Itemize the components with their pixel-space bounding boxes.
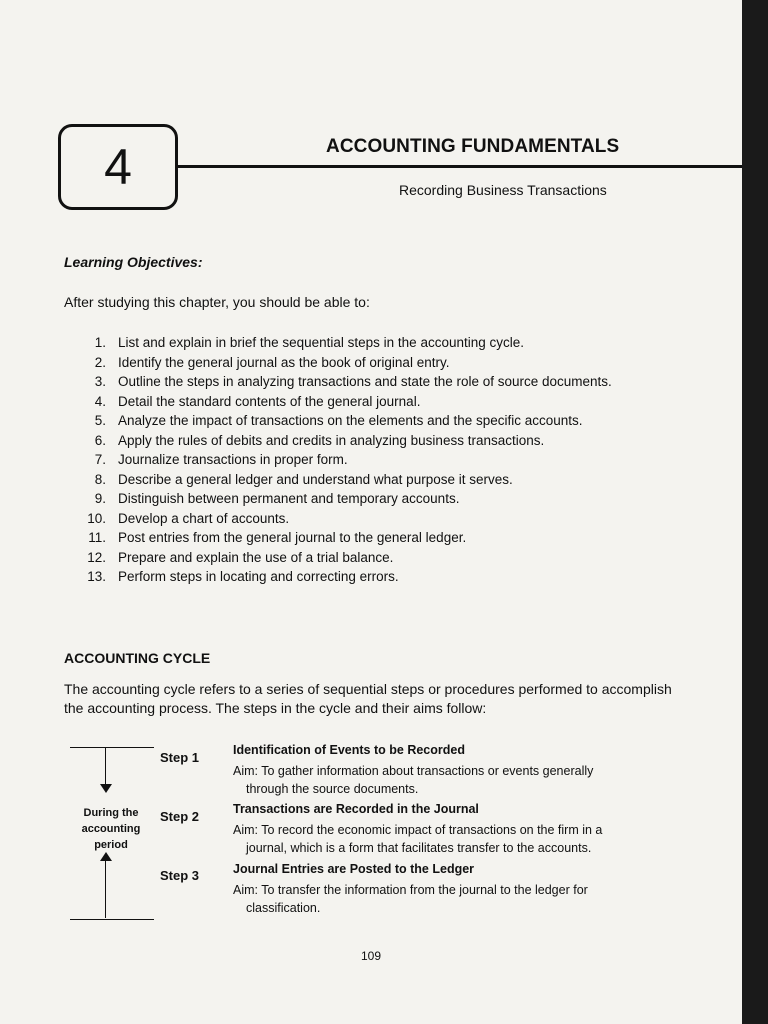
- item-text: Apply the rules of debits and credits in analyzing business transactions.: [118, 432, 545, 448]
- item-text: Describe a general ledger and understand what purpose it serves.: [118, 471, 513, 487]
- item-text: Post entries from the general journal to the general ledger.: [118, 530, 467, 545]
- item-number: 5.: [94, 413, 106, 428]
- item-number: 2.: [94, 354, 106, 370]
- list-item: [78, 450, 638, 470]
- step-aim-line: classification.: [246, 901, 321, 915]
- step-aim-line: through the source documents.: [246, 782, 419, 796]
- item-number: 8.: [94, 471, 106, 487]
- item-text: Perform steps in locating and correcting errors.: [118, 569, 399, 584]
- item-number: 11.: [88, 530, 106, 545]
- step-aim-line: Aim: To gather information about transactions or events generally: [233, 764, 594, 778]
- step-label: Step 2: [160, 809, 200, 824]
- cycle-intro: The accounting cycle refers to a series of sequential steps or procedures performed to accomplish the accounting process. The steps in the cycle and their aims follow:: [64, 681, 672, 716]
- step-title: Journal Entries are Posted to the Ledger: [233, 862, 475, 876]
- step-aim: [233, 881, 673, 917]
- header-rule: [178, 165, 742, 168]
- list-item: [78, 392, 638, 412]
- list-item: [78, 528, 638, 548]
- diagram-top-rule: [70, 747, 154, 748]
- item-text: Identify the general journal as the book of original entry.: [118, 354, 450, 370]
- item-number: 1.: [94, 335, 106, 350]
- item-number: 10.: [87, 510, 106, 526]
- item-text: Outline the steps in analyzing transactions and state the role of source documents.: [118, 374, 612, 389]
- step-label: Step 1: [160, 750, 200, 765]
- item-number: 12.: [87, 549, 106, 565]
- item-number: 7.: [94, 452, 106, 467]
- list-item: [78, 411, 638, 431]
- list-item: [78, 548, 638, 568]
- chapter-number-box: [58, 124, 178, 210]
- step-aim-line: Aim: To record the economic impact of transactions on the firm in a: [233, 823, 603, 837]
- objectives-intro: After studying this chapter, you should be able to:: [64, 294, 370, 310]
- list-item: [78, 470, 638, 490]
- step-aim-line: Aim: To transfer the information from the journal to the ledger for: [233, 883, 588, 897]
- item-text: Journalize transactions in proper form.: [118, 452, 348, 467]
- item-text: Prepare and explain the use of a trial balance.: [118, 549, 394, 565]
- list-item: [78, 333, 638, 353]
- list-item: [78, 431, 638, 451]
- step-title: Identification of Events to be Recorded: [233, 743, 465, 757]
- list-item: [78, 372, 638, 392]
- item-text: Analyze the impact of transactions on the elements and the specific accounts.: [118, 413, 583, 428]
- section-heading: ACCOUNTING CYCLE: [64, 650, 211, 666]
- item-number: 4.: [94, 393, 106, 409]
- step-aim: [233, 821, 673, 857]
- list-item: [78, 567, 638, 587]
- list-item: [78, 509, 638, 529]
- period-label: During the accounting period: [81, 807, 141, 851]
- step-aim-line: journal, which is a form that facilitates transfer to the accounts.: [246, 841, 592, 855]
- chapter-subtitle: Recording Business Transactions: [399, 182, 607, 198]
- item-number: 6.: [94, 432, 106, 448]
- arrow-down-line: [105, 748, 106, 788]
- item-text: Distinguish between permanent and temporary accounts.: [118, 491, 460, 506]
- item-number: 3.: [94, 374, 106, 389]
- chapter-number: 4: [104, 139, 132, 195]
- step-label: Step 3: [160, 868, 200, 883]
- objectives-list: [78, 333, 638, 587]
- list-item: [78, 353, 638, 373]
- arrow-up-line: [105, 860, 106, 918]
- item-number: 9.: [94, 491, 106, 506]
- arrow-down-icon: [100, 784, 112, 793]
- item-text: Develop a chart of accounts.: [118, 510, 290, 526]
- item-number: 13.: [87, 569, 106, 584]
- diagram-bottom-rule: [70, 919, 154, 920]
- item-text: List and explain in brief the sequential steps in the accounting cycle.: [118, 335, 525, 350]
- arrow-up-icon: [100, 852, 112, 861]
- step-aim: [233, 762, 673, 798]
- page-number: 109: [361, 949, 382, 963]
- step-title: Transactions are Recorded in the Journal: [233, 802, 479, 816]
- objectives-heading: Learning Objectives:: [64, 254, 203, 270]
- list-item: [78, 489, 638, 509]
- item-text: Detail the standard contents of the general journal.: [118, 393, 421, 409]
- chapter-title: ACCOUNTING FUNDAMENTALS: [326, 136, 620, 157]
